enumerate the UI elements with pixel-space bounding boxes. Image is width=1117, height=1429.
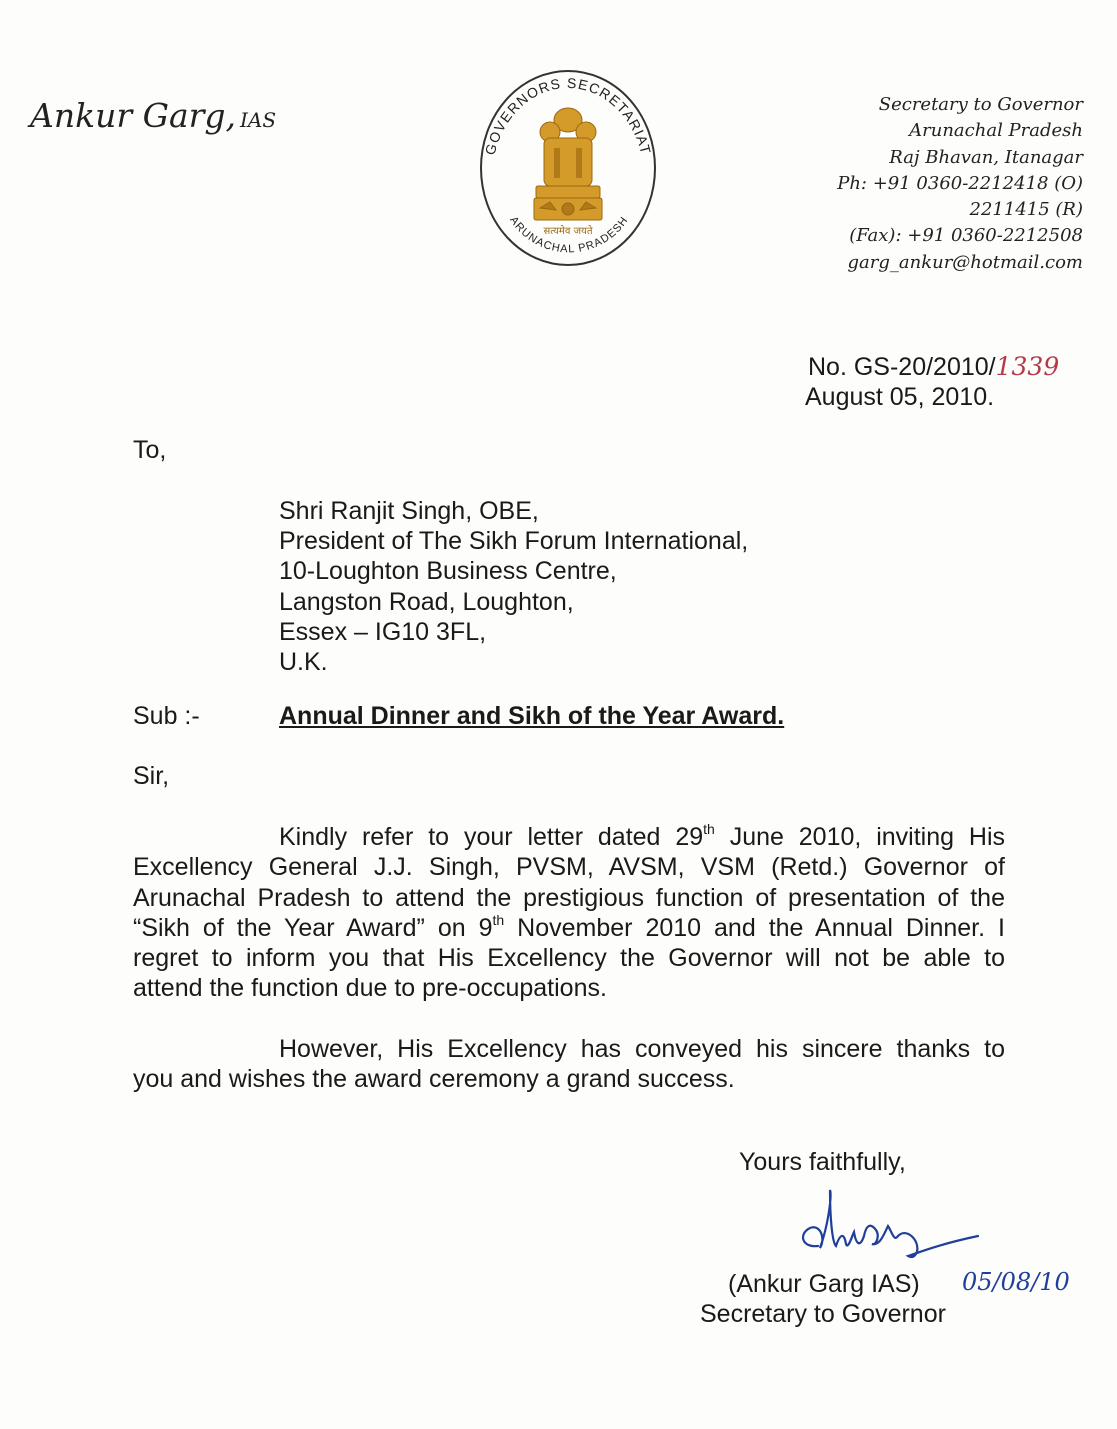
- address-line: Essex – IG10 3FL,: [279, 617, 487, 646]
- signer-name: (Ankur Garg IAS): [728, 1270, 920, 1298]
- body-line: “Sikh of the Year Award” on 9th November 2010 and the Annual Dinner. I: [133, 911, 1005, 942]
- contact-email: garg_ankur@hotmail.com: [847, 251, 1083, 273]
- body-line: you and wishes the award ceremony a grand success.: [133, 1065, 735, 1094]
- body-paragraph-2: [133, 1034, 1005, 1095]
- governors-secretariat-seal: [470, 58, 666, 276]
- body-line: Kindly refer to your letter dated 29th June 2010, inviting His: [279, 821, 1005, 851]
- contact-line: Secretary to Governor: [878, 94, 1083, 115]
- contact-line: Ph: +91 0360-2212418 (O): [837, 172, 1083, 194]
- recipient-address: [279, 496, 748, 677]
- body-line: Arunachal Pradesh to attend the prestigious function of presentation of the: [133, 883, 1005, 912]
- subject-label: Sub :-: [133, 702, 200, 730]
- address-line: President of The Sikh Forum International,: [279, 527, 749, 556]
- signer-title: Secretary to Governor: [700, 1300, 946, 1328]
- seal-bottom-text: ARUNACHAL PRADESH: [507, 214, 631, 256]
- body-line: attend the function due to pre-occupations.: [133, 974, 607, 1003]
- handwritten-reference: 1339: [995, 352, 1060, 381]
- closing: Yours faithfully,: [739, 1148, 906, 1176]
- salutation: Sir,: [133, 762, 170, 790]
- handwritten-signature: [780, 1186, 980, 1276]
- address-line: U.K.: [279, 648, 328, 677]
- body-line: Excellency General J.J. Singh, PVSM, AVSM, VSM (Retd.) Governor of: [133, 853, 1005, 882]
- address-line: 10-Loughton Business Centre,: [279, 557, 617, 586]
- handwritten-date: 05/08/10: [962, 1268, 1070, 1296]
- address-line: Shri Ranjit Singh, OBE,: [279, 497, 539, 525]
- seal-motto: सत्यमेव जयते: [543, 226, 593, 237]
- address-line: Langston Road, Loughton,: [279, 587, 574, 616]
- sender-name-suffix: IAS: [240, 108, 277, 132]
- body-line: regret to inform you that His Excellency the Governor will not be able to: [133, 944, 1005, 973]
- national-emblem-icon: [534, 108, 602, 220]
- contact-line: (Fax): +91 0360-2212508: [849, 225, 1083, 247]
- sender-name: Ankur Garg, IAS: [30, 96, 277, 135]
- letterhead-contact: [837, 92, 1083, 276]
- seal-top-text: GOVERNORS SECRETARIAT: [481, 74, 655, 157]
- subject-text: Annual Dinner and Sikh of the Year Award.: [279, 702, 785, 730]
- reference-number: No. GS-20/2010/1339: [808, 352, 1060, 381]
- letter-date: August 05, 2010.: [805, 383, 995, 411]
- to-label: To,: [133, 436, 167, 464]
- contact-line: Raj Bhavan, Itanagar: [889, 146, 1083, 168]
- body-paragraph-1: [133, 822, 1005, 1004]
- contact-line: 2211415 (R): [969, 199, 1083, 221]
- body-line: However, His Excellency has conveyed his sincere thanks to: [279, 1035, 1005, 1063]
- contact-line: Arunachal Pradesh: [909, 120, 1083, 142]
